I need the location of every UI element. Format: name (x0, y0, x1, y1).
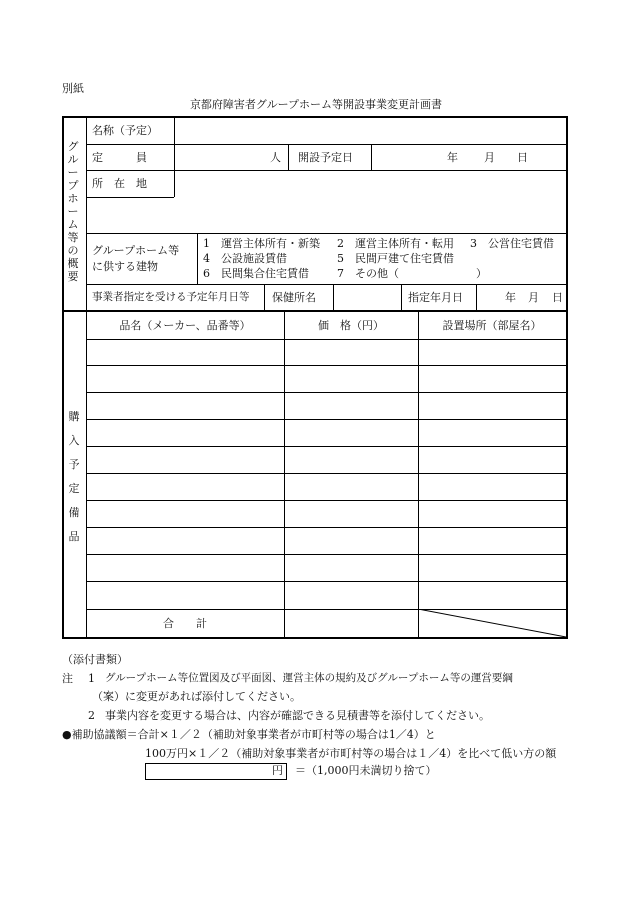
opening-date-label: 開設予定日 (298, 151, 353, 164)
building-option-5: 5 民間戸建て住宅賃借 (337, 252, 454, 265)
note-prefix: 注 (62, 672, 73, 685)
overview-side-label: グループホーム等の概要 (67, 140, 79, 283)
building-label-line1: グループホーム等 (92, 244, 180, 257)
col-header-item: 品名（メーカー、品番等） (119, 319, 251, 332)
health-center-label: 保健所名 (272, 291, 316, 304)
note2-number: 2 (88, 709, 95, 722)
subsidy-formula-line2: 100万円×１／２（補助対象事業者が市町村等の場合は１／4）を比べて低い方の額 (145, 747, 557, 760)
col-header-price: 価 格（円） (318, 319, 384, 332)
designation-day-unit: 日 (552, 291, 563, 304)
building-option-2: 2 運営主体所有・転用 (337, 237, 454, 250)
total-place-slash (418, 609, 566, 637)
attached-docs-heading: （添付書類） (62, 653, 128, 666)
note1-line1: グループホーム等位置図及び平面図、運営主体の規約及びグループホーム等の運営要綱 (105, 672, 513, 684)
equipment-side-label: 購入予定備品 (68, 410, 80, 543)
designation-month-unit: 月 (528, 291, 539, 304)
building-option-6: 6 民間集合住宅賃借 (203, 267, 309, 280)
building-option-1: 1 運営主体所有・新築 (203, 237, 320, 250)
building-option-4: 4 公設施設賃借 (203, 252, 287, 265)
note1-line2: （案）に変更があれば添付してください。 (92, 690, 301, 703)
opening-month-unit: 月 (484, 151, 495, 164)
capacity-unit: 人 (270, 151, 281, 164)
building-option-7: 7 その他（ ） (337, 267, 487, 280)
opening-day-unit: 日 (517, 151, 528, 164)
name-label: 名称（予定） (92, 124, 158, 137)
opening-year-unit: 年 (447, 151, 458, 164)
attachment-label: 別紙 (62, 82, 84, 95)
subsidy-formula-line1: ●補助協議額＝合計×１／２（補助対象事業者が市町村等の場合は1／4）と (62, 728, 436, 741)
capacity-label: 定 員 (92, 151, 147, 164)
note2-text: 事業内容を変更する場合は、内容が確認できる見積書等を添付してください。 (105, 709, 490, 722)
note1-number: 1 (88, 672, 95, 685)
building-label-line2: に供する建物 (92, 260, 158, 273)
designation-year-unit: 年 (505, 291, 516, 304)
designation-label: 事業者指定を受ける予定年月日等 (92, 291, 250, 303)
total-label: 合 計 (163, 617, 207, 630)
designation-date-label: 指定年月日 (408, 291, 463, 304)
rounding-note: ＝（1,000円未満切り捨て） (295, 764, 437, 777)
subsidy-amount-box (145, 763, 287, 780)
yen-unit: 円 (272, 764, 283, 777)
page-title: 京都府障害者グループホーム等開設事業変更計画書 (189, 98, 443, 111)
col-header-place: 設置場所（部屋名） (442, 319, 542, 332)
address-label: 所 在 地 (92, 177, 147, 190)
building-option-3: 3 公営住宅賃借 (470, 237, 554, 250)
